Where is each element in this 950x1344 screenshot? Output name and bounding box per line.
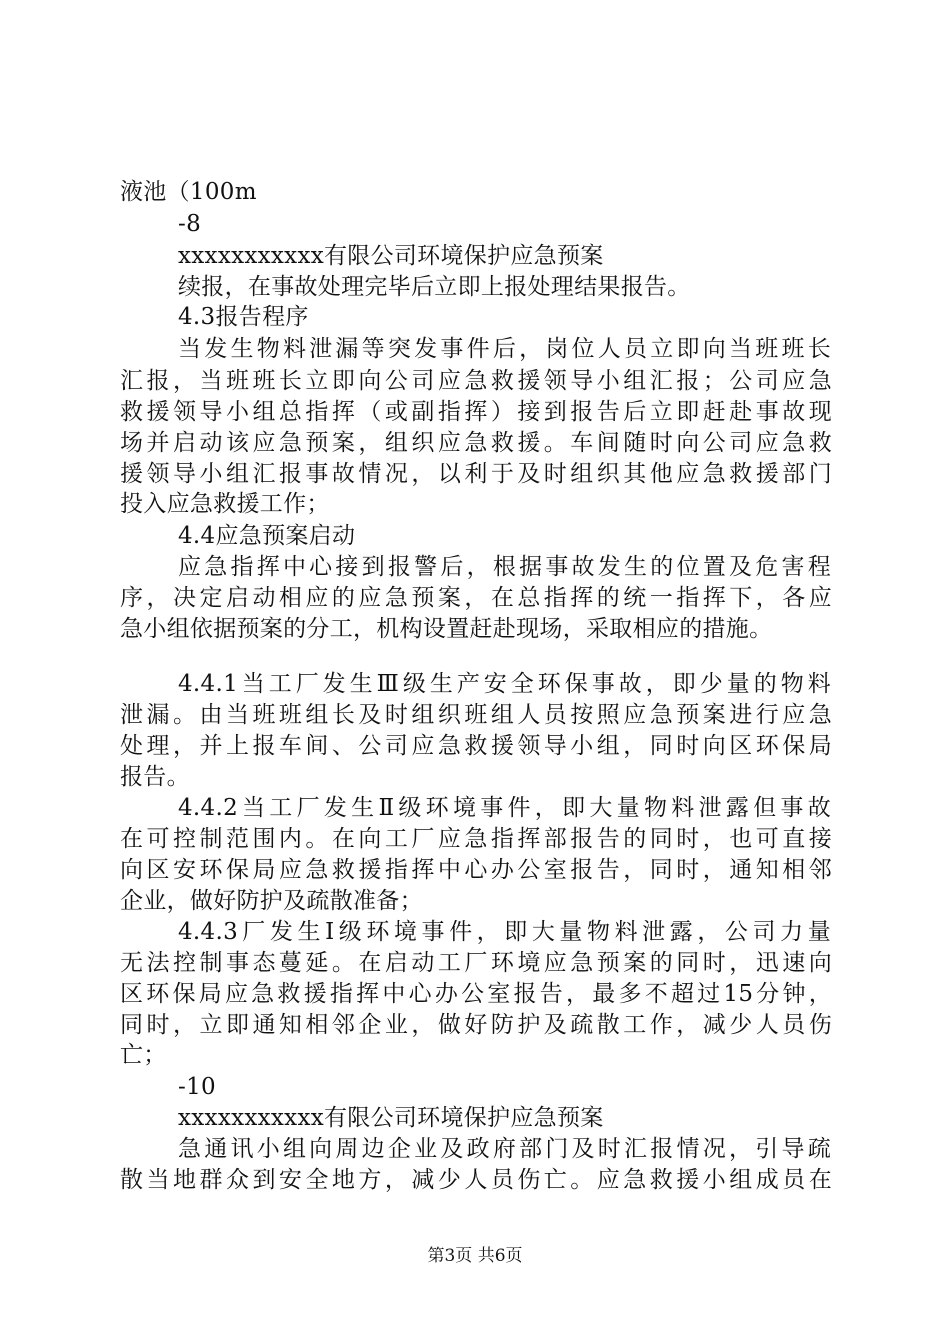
page-number-marker: -8 <box>178 211 202 237</box>
paragraph-line: 亡； <box>120 1042 167 1068</box>
paragraph-line: 散当地群众到安全地方，减少人员伤亡。应急救援小组成员在 <box>120 1167 832 1193</box>
paragraph-line: 援领导小组汇报事故情况，以利于及时组织其他应急救援部门 <box>120 461 832 487</box>
paragraph-line: 4.4.3厂发生Ⅰ级环境事件，即大量物料泄露，公司力量 <box>178 919 831 945</box>
body-line: 液池（100m <box>120 179 257 205</box>
paragraph-line: 企业，做好防护及疏散准备； <box>120 888 423 914</box>
paragraph-line: 在可控制范围内。在向工厂应急指挥部报告的同时，也可直接 <box>120 826 832 852</box>
page-number-marker: -10 <box>178 1074 216 1100</box>
paragraph-line: 区环保局应急救援指挥中心办公室报告，最多不超过15分钟， <box>120 981 832 1007</box>
paragraph-line: 汇报，当班班长立即向公司应急救援领导小组汇报；公司应急 <box>120 368 832 394</box>
paragraph-line: 急小组依据预案的分工，机构设置赶赴现场，采取相应的措施。 <box>120 616 773 642</box>
body-line: 续报，在事故处理完毕后立即上报处理结果报告。 <box>178 274 691 300</box>
paragraph-line: 泄漏。由当班班组长及时组织班组人员按照应急预案进行应急 <box>120 702 832 728</box>
section-heading: 4.3报告程序 <box>178 304 309 330</box>
paragraph-line: 报告。 <box>120 764 190 790</box>
paragraph-line: 4.4.1当工厂发生Ⅲ级生产安全环保事故，即少量的物料 <box>178 671 831 697</box>
paragraph-line: 无法控制事态蔓延。在启动工厂环境应急预案的同时，迅速向 <box>120 950 832 976</box>
paragraph-line: 投入应急救援工作； <box>120 491 330 517</box>
page-footer: 第3页 共6页 <box>427 1246 523 1266</box>
paragraph-line: 救援领导小组总指挥（或副指挥）接到报告后立即赶赴事故现 <box>120 399 832 425</box>
paragraph-line: 4.4.2当工厂发生Ⅱ级环境事件，即大量物料泄露但事故 <box>178 795 831 821</box>
paragraph-line: 向区安环保局应急救援指挥中心办公室报告，同时，通知相邻 <box>120 857 832 883</box>
paragraph-line: 处理，并上报车间、公司应急救援领导小组，同时向区环保局 <box>120 733 832 759</box>
running-header: xxxxxxxxxxx有限公司环境保护应急预案 <box>178 1105 604 1131</box>
paragraph-line: 场并启动该应急预案，组织应急救援。车间随时向公司应急救 <box>120 430 832 456</box>
paragraph-line: 急通讯小组向周边企业及政府部门及时汇报情况，引导疏 <box>178 1136 831 1162</box>
paragraph-line: 同时，立即通知相邻企业，做好防护及疏散工作，减少人员伤 <box>120 1012 832 1038</box>
section-heading: 4.4应急预案启动 <box>178 523 356 549</box>
paragraph-line: 应急指挥中心接到报警后，根据事故发生的位置及危害程 <box>178 554 831 580</box>
paragraph-line: 序，决定启动相应的应急预案，在总指挥的统一指挥下，各应 <box>120 585 832 611</box>
paragraph-line: 当发生物料泄漏等突发事件后，岗位人员立即向当班班长 <box>178 336 831 362</box>
running-header: xxxxxxxxxxx有限公司环境保护应急预案 <box>178 243 604 269</box>
